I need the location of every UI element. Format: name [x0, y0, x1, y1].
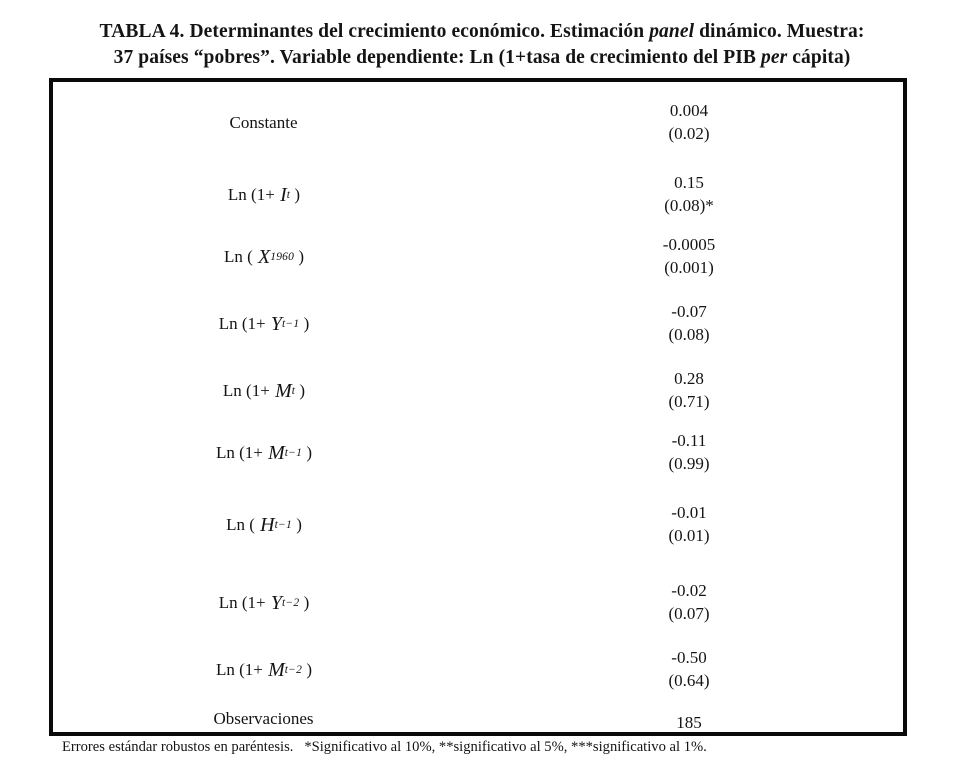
variable-label [53, 502, 475, 548]
math-subscript: t−1 [282, 318, 300, 330]
estimate-cell [483, 580, 895, 626]
table-title-line2 [0, 45, 964, 71]
label-text: ) [291, 515, 302, 534]
std-error-value: (0.99) [668, 453, 710, 473]
label-text: ) [290, 185, 301, 204]
coefficient-value: 0.28 [674, 369, 704, 388]
variable-label [53, 706, 475, 732]
math-variable: Y [270, 312, 283, 335]
label-text: Ln ( [224, 247, 258, 266]
estimate-cell [483, 647, 895, 693]
estimate-cell [483, 234, 895, 280]
variable-label [53, 647, 475, 693]
title-text: 37 países “pobres”. Variable dependiente: Ln (1+tasa de crecimiento del PIB [113, 47, 762, 68]
label-text: Ln (1+ [218, 314, 270, 333]
math-variable: I [280, 183, 287, 206]
label-text: Observaciones [213, 709, 314, 728]
coefficient-value: -0.01 [671, 503, 707, 522]
coefficient-value: -0.07 [671, 302, 707, 321]
estimate-cell [483, 706, 895, 732]
label-text: ) [302, 660, 313, 679]
coefficient-value: 0.004 [669, 101, 709, 120]
math-subscript: t−2 [284, 664, 303, 676]
variable-label [53, 430, 475, 476]
label-text: ) [294, 247, 304, 266]
label-text: Constante [229, 113, 298, 132]
observations-value: 185 [676, 713, 702, 732]
variable-label [53, 301, 475, 347]
label-text: Ln (1+ [218, 593, 270, 612]
std-error-value: (0.64) [668, 670, 710, 690]
table-row [53, 301, 903, 347]
estimate-cell [483, 301, 895, 347]
results-table [49, 78, 907, 736]
title-text: TABLA 4. Determinantes del crecimiento económico. Estimación [99, 21, 650, 42]
table-row [53, 430, 903, 476]
label-text: ) [299, 314, 310, 333]
label-text: ) [299, 593, 310, 612]
label-text: Ln ( [226, 515, 260, 534]
coefficient-value: -0.50 [671, 648, 707, 667]
coefficient-value: -0.02 [671, 581, 707, 600]
table-row [53, 706, 903, 732]
label-text: Ln (1+ [227, 185, 280, 204]
estimate-cell [483, 172, 895, 218]
std-error-value: (0.08)* [664, 195, 714, 215]
math-variable: M [268, 658, 285, 681]
variable-label [53, 234, 475, 280]
table-row [53, 234, 903, 280]
coefficient-value: -0.11 [671, 431, 707, 450]
math-variable: X [258, 245, 271, 268]
std-error-value: (0.07) [668, 603, 710, 623]
math-subscript: t−1 [284, 447, 303, 459]
title-italic-word: per [761, 47, 788, 68]
math-subscript: t [286, 189, 291, 201]
table-title [0, 19, 964, 71]
table-row [53, 100, 903, 146]
std-error-value: (0.001) [664, 257, 714, 277]
std-error-value: (0.02) [668, 123, 710, 143]
std-error-value: (0.71) [668, 391, 710, 411]
label-text: Ln (1+ [215, 660, 268, 679]
variable-label [53, 100, 475, 146]
table-row [53, 368, 903, 414]
math-subscript: t−2 [282, 597, 300, 609]
table-row [53, 647, 903, 693]
variable-label [53, 580, 475, 626]
math-subscript: t−1 [274, 519, 292, 531]
title-italic-word: panel [649, 21, 695, 42]
coefficient-value: -0.0005 [662, 235, 716, 254]
std-error-value: (0.01) [668, 525, 710, 545]
label-text: Ln (1+ [215, 443, 268, 462]
math-subscript: t [291, 385, 296, 397]
math-variable: M [275, 379, 292, 402]
variable-label [53, 172, 475, 218]
title-text: dinámico. Muestra: [694, 21, 865, 42]
label-text: ) [302, 443, 313, 462]
table-footnote: Errores estándar robustos en paréntesis. *Significativo al 10%, **significativo al 5%, ***significativo al 1%. [62, 739, 707, 755]
label-text: ) [295, 381, 306, 400]
math-variable: M [268, 441, 285, 464]
math-subscript: 1960 [270, 251, 295, 263]
estimate-cell [483, 100, 895, 146]
label-text: Ln (1+ [222, 381, 275, 400]
table-row [53, 172, 903, 218]
variable-label [53, 368, 475, 414]
table-row [53, 580, 903, 626]
estimate-cell [483, 368, 895, 414]
table-row [53, 502, 903, 548]
estimate-cell [483, 502, 895, 548]
math-variable: Y [270, 591, 283, 614]
coefficient-value: 0.15 [674, 173, 704, 192]
table-title-line1 [0, 19, 964, 45]
estimate-cell [483, 430, 895, 476]
math-variable: H [260, 513, 275, 536]
std-error-value: (0.08) [668, 324, 710, 344]
title-text: cápita) [787, 47, 851, 68]
